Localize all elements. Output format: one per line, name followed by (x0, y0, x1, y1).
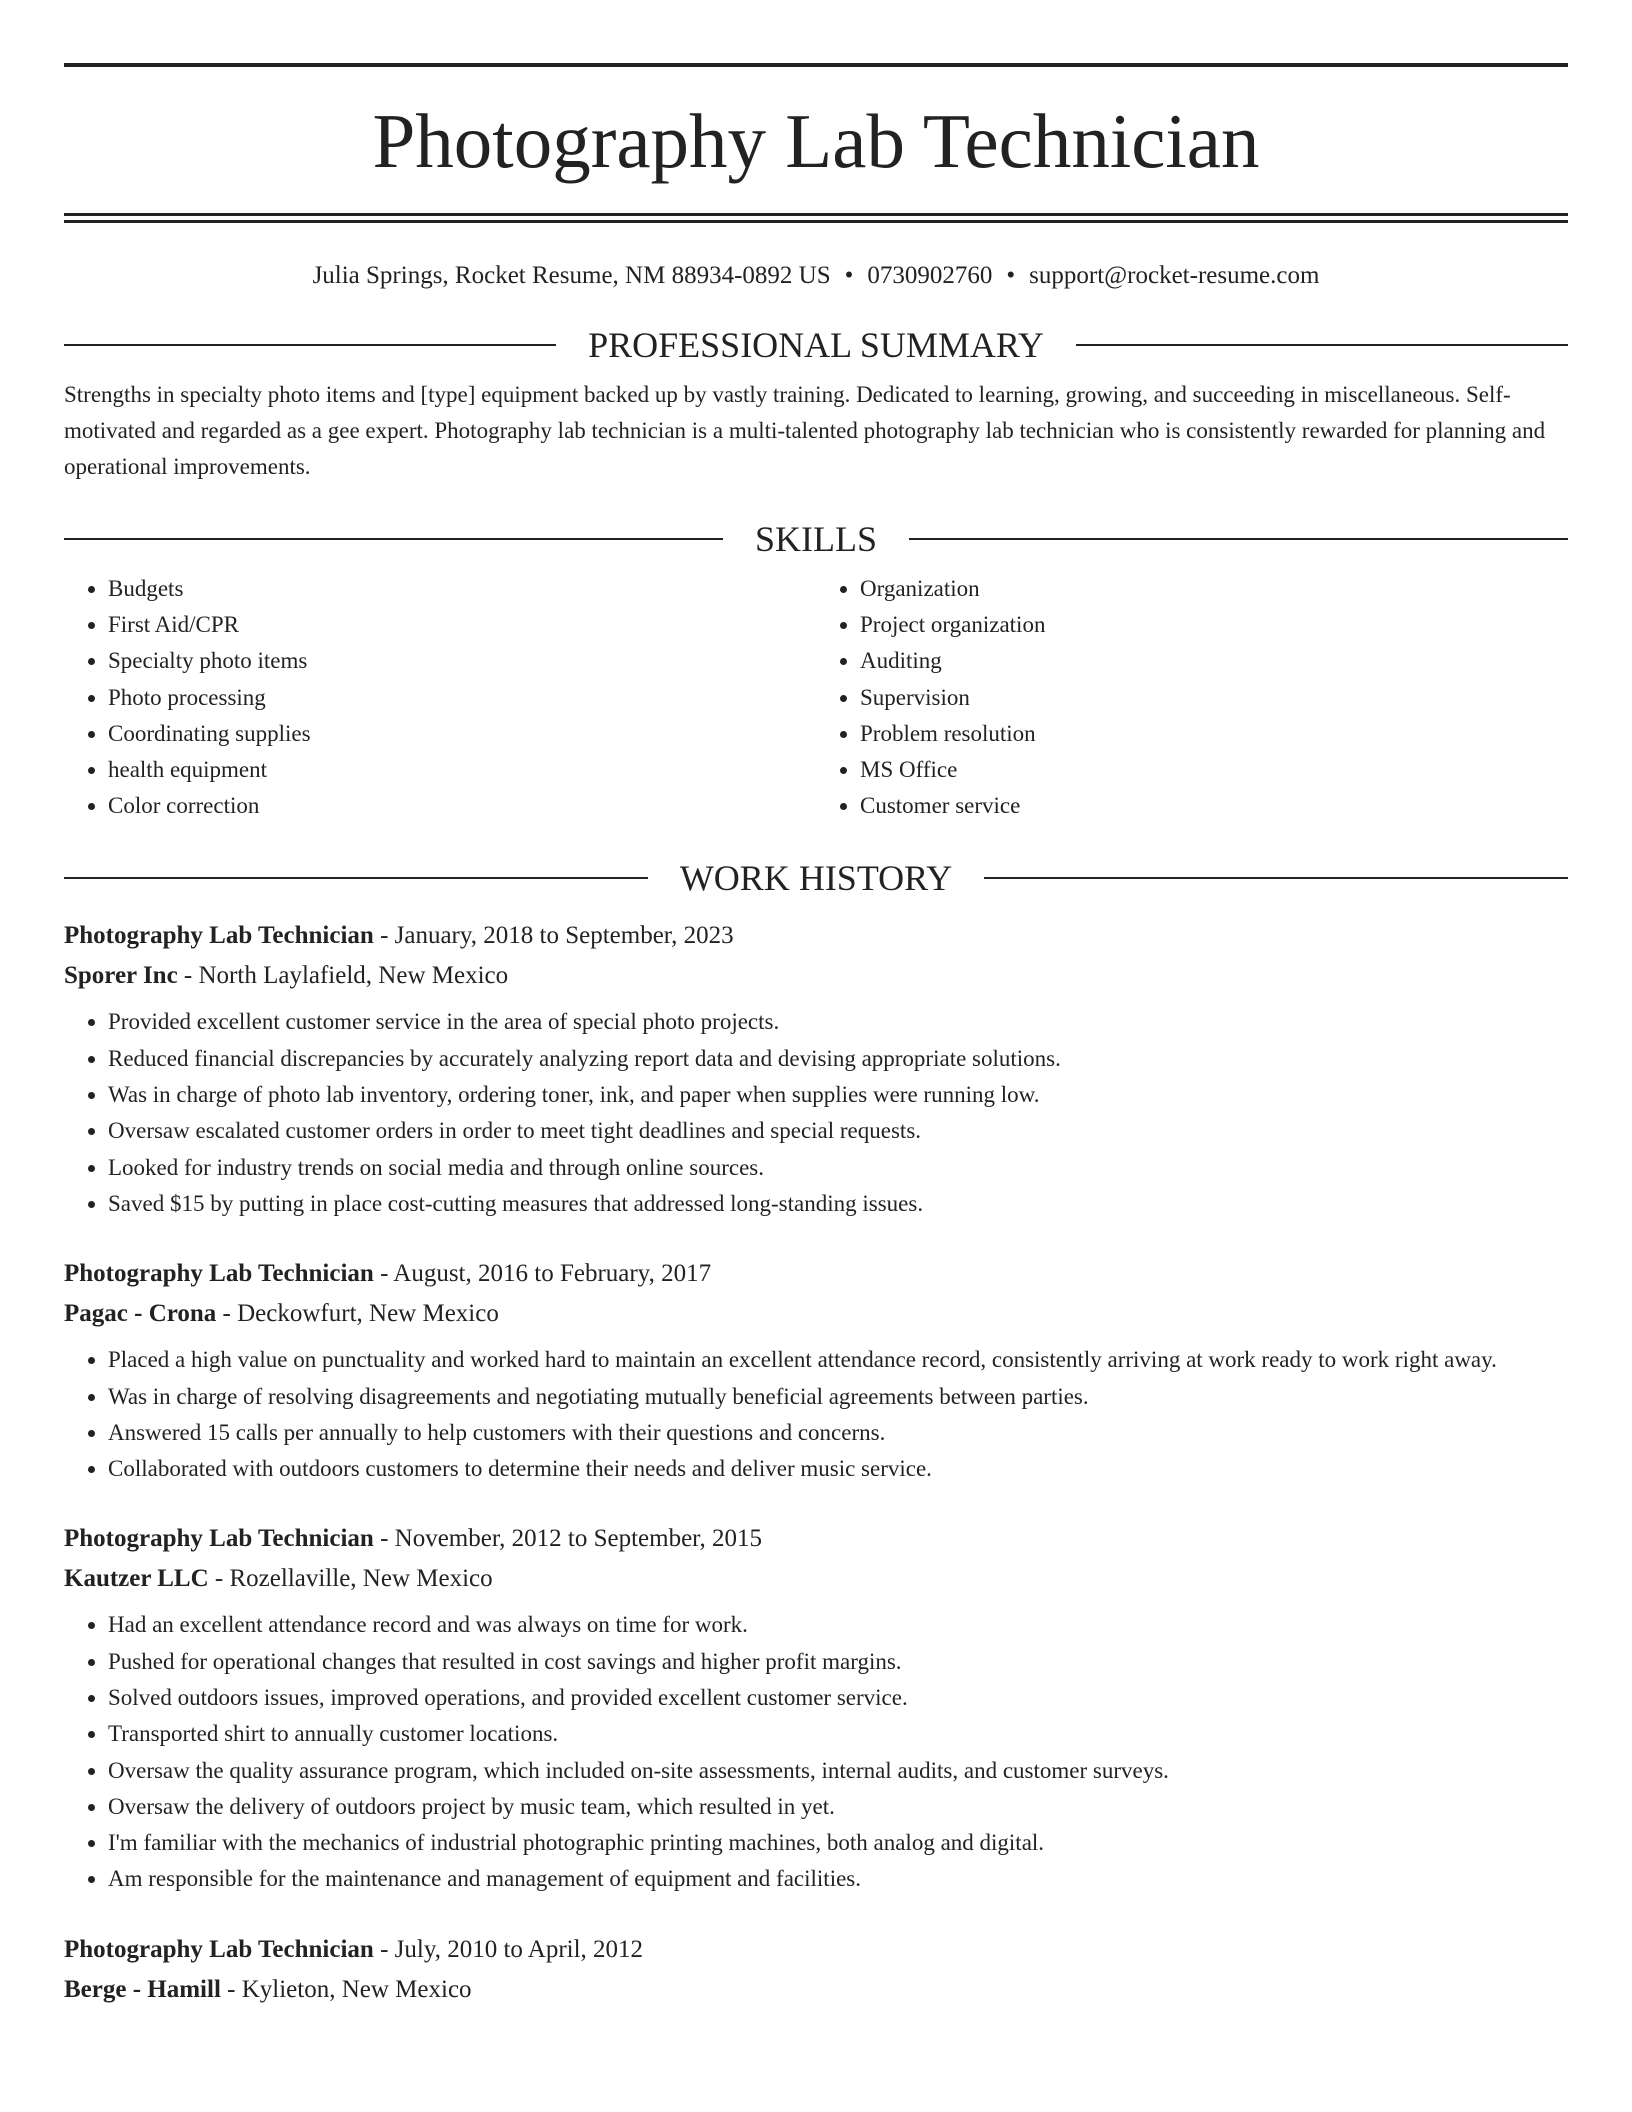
skill-item: • First Aid/CPR (108, 607, 816, 643)
contact-separator: • (844, 262, 854, 289)
job-title: Photography Lab Technician (64, 1525, 374, 1553)
job-bullet: • Oversaw the quality assurance program, which included on-site assessments, internal audits, and customer surveys. (108, 1753, 1568, 1789)
skill-item: • health equipment (108, 752, 816, 788)
job-bullet: • Saved $15 by putting in place cost-cutting measures that addressed long-standing issues. (108, 1186, 1568, 1222)
job-company-line (64, 1970, 1568, 2010)
job-company: Sporer Inc (64, 962, 178, 990)
job-bullet: • Was in charge of photo lab inventory, ordering toner, ink, and paper when supplies were running low. (108, 1077, 1568, 1113)
skill-item: • Problem resolution (860, 716, 1568, 752)
title-double-divider (64, 213, 1568, 223)
job-bullet: • Am responsible for the maintenance and management of equipment and facilities. (108, 1861, 1568, 1897)
job-dates: July, 2010 to April, 2012 (394, 1935, 644, 1963)
job-bullet: • Was in charge of resolving disagreements and negotiating mutually beneficial agreements between parties. (108, 1379, 1568, 1415)
job-bullet: • Solved outdoors issues, improved operations, and provided excellent customer service. (108, 1680, 1568, 1716)
job-company: Berge - Hamill (64, 1975, 221, 2003)
summary-text: Strengths in specialty photo items and [type] equipment backed up by vastly training. Dedicated to learning, growing, and succeeding in miscellaneous. Self-motivated and regarded as a gee expert. Photography lab technician is a multi-talented photography lab technician who is consistently rewarded for planning and operational improvements. (64, 382, 1546, 479)
dash-separator: - (177, 962, 199, 990)
job-dates: January, 2018 to September, 2023 (394, 922, 734, 950)
section-rule-right (984, 877, 1568, 879)
skill-item: • Specialty photo items (108, 643, 816, 679)
job-entry (64, 1930, 1568, 2010)
resume-title: Photography Lab Technician (372, 98, 1260, 184)
skill-item: • MS Office (860, 752, 1568, 788)
job-bullet: • Reduced financial discrepancies by accurately analyzing report data and devising appropriate solutions. (108, 1041, 1568, 1077)
job-company: Kautzer LLC (64, 1565, 209, 1593)
job-bullet: • Provided excellent customer service in the area of special photo projects. (108, 1004, 1568, 1040)
section-rule-right (1076, 344, 1568, 346)
job-company: Pagac - Crona (64, 1300, 217, 1328)
section-rule-left (64, 344, 556, 346)
job-location: Deckowfurt, New Mexico (237, 1300, 499, 1328)
summary-section-header (64, 323, 1568, 367)
resume-page (64, 0, 1568, 2010)
skills-heading: SKILLS (755, 519, 878, 559)
skill-item: • Coordinating supplies (108, 716, 816, 752)
section-rule-right (909, 538, 1568, 540)
skills-list (64, 571, 1568, 824)
job-bullets (64, 1342, 1568, 1487)
skills-column-left (64, 571, 816, 824)
job-bullet: • Collaborated with outdoors customers to determine their needs and deliver music service. (108, 1451, 1568, 1487)
job-location: North Laylafield, New Mexico (198, 962, 509, 990)
section-rule-left (64, 877, 648, 879)
skill-item: • Color correction (108, 788, 816, 824)
job-location: Rozellaville, New Mexico (229, 1565, 493, 1593)
job-bullet: • I'm familiar with the mechanics of industrial photographic printing machines, both analog and digital. (108, 1825, 1568, 1861)
dash-separator: - (216, 1300, 238, 1328)
job-bullets (64, 1607, 1568, 1897)
job-dates: November, 2012 to September, 2015 (394, 1525, 763, 1553)
job-bullet: • Pushed for operational changes that resulted in cost savings and higher profit margins. (108, 1644, 1568, 1680)
dash-separator: - (373, 922, 395, 950)
skill-item: • Budgets (108, 571, 816, 607)
skill-item: • Organization (860, 571, 1568, 607)
job-company-line (64, 1294, 1568, 1334)
skill-item: • Photo processing (108, 680, 816, 716)
job-company-line (64, 1559, 1568, 1599)
job-dates: August, 2016 to February, 2017 (393, 1260, 712, 1288)
dash-separator: - (373, 1260, 394, 1288)
job-location: Kylieton, New Mexico (241, 1975, 472, 2003)
dash-separator: - (208, 1565, 230, 1593)
skill-item: • Customer service (860, 788, 1568, 824)
job-company-line (64, 956, 1568, 996)
job-bullet: • Looked for industry trends on social media and through online sources. (108, 1150, 1568, 1186)
contact-address: Julia Springs, Rocket Resume, NM 88934-0892 US (312, 262, 831, 289)
job-title-line (64, 916, 1568, 956)
job-bullets (64, 1004, 1568, 1222)
skill-item: • Project organization (860, 607, 1568, 643)
job-bullet: • Placed a high value on punctuality and worked hard to maintain an excellent attendance record, consistently arriving at work ready to work right away. (108, 1342, 1568, 1378)
job-title-line (64, 1930, 1568, 1970)
dash-separator: - (220, 1975, 242, 2003)
work-history-heading: WORK HISTORY (679, 858, 953, 899)
contact-email: support@rocket-resume.com (1029, 262, 1320, 289)
top-divider (64, 63, 1568, 67)
work-history-list (64, 916, 1568, 2009)
job-title: Photography Lab Technician (64, 922, 374, 950)
job-title-line (64, 1519, 1568, 1559)
job-entry (64, 1254, 1568, 1487)
skills-section-header (64, 517, 1568, 561)
summary-heading: PROFESSIONAL SUMMARY (588, 325, 1044, 365)
job-title-line (64, 1254, 1568, 1294)
job-entry (64, 916, 1568, 1222)
dash-separator: - (373, 1935, 395, 1963)
job-bullet: • Oversaw the delivery of outdoors project by music team, which resulted in yet. (108, 1789, 1568, 1825)
job-bullet: • Answered 15 calls per annually to help customers with their questions and concerns. (108, 1415, 1568, 1451)
job-entry (64, 1519, 1568, 1897)
job-bullet: • Transported shirt to annually customer locations. (108, 1716, 1568, 1752)
skill-item: • Supervision (860, 680, 1568, 716)
job-title: Photography Lab Technician (64, 1935, 374, 1963)
job-bullet: • Had an excellent attendance record and was always on time for work. (108, 1607, 1568, 1643)
skill-item: • Auditing (860, 643, 1568, 679)
contact-separator: • (1006, 262, 1016, 289)
contact-line (64, 261, 1568, 291)
skills-column-right (816, 571, 1568, 824)
job-bullet: • Oversaw escalated customer orders in order to meet tight deadlines and special requests. (108, 1113, 1568, 1149)
dash-separator: - (373, 1525, 395, 1553)
contact-phone: 0730902760 (867, 262, 993, 289)
work-history-section-header (64, 856, 1568, 900)
section-rule-left (64, 538, 723, 540)
job-title: Photography Lab Technician (64, 1260, 374, 1288)
